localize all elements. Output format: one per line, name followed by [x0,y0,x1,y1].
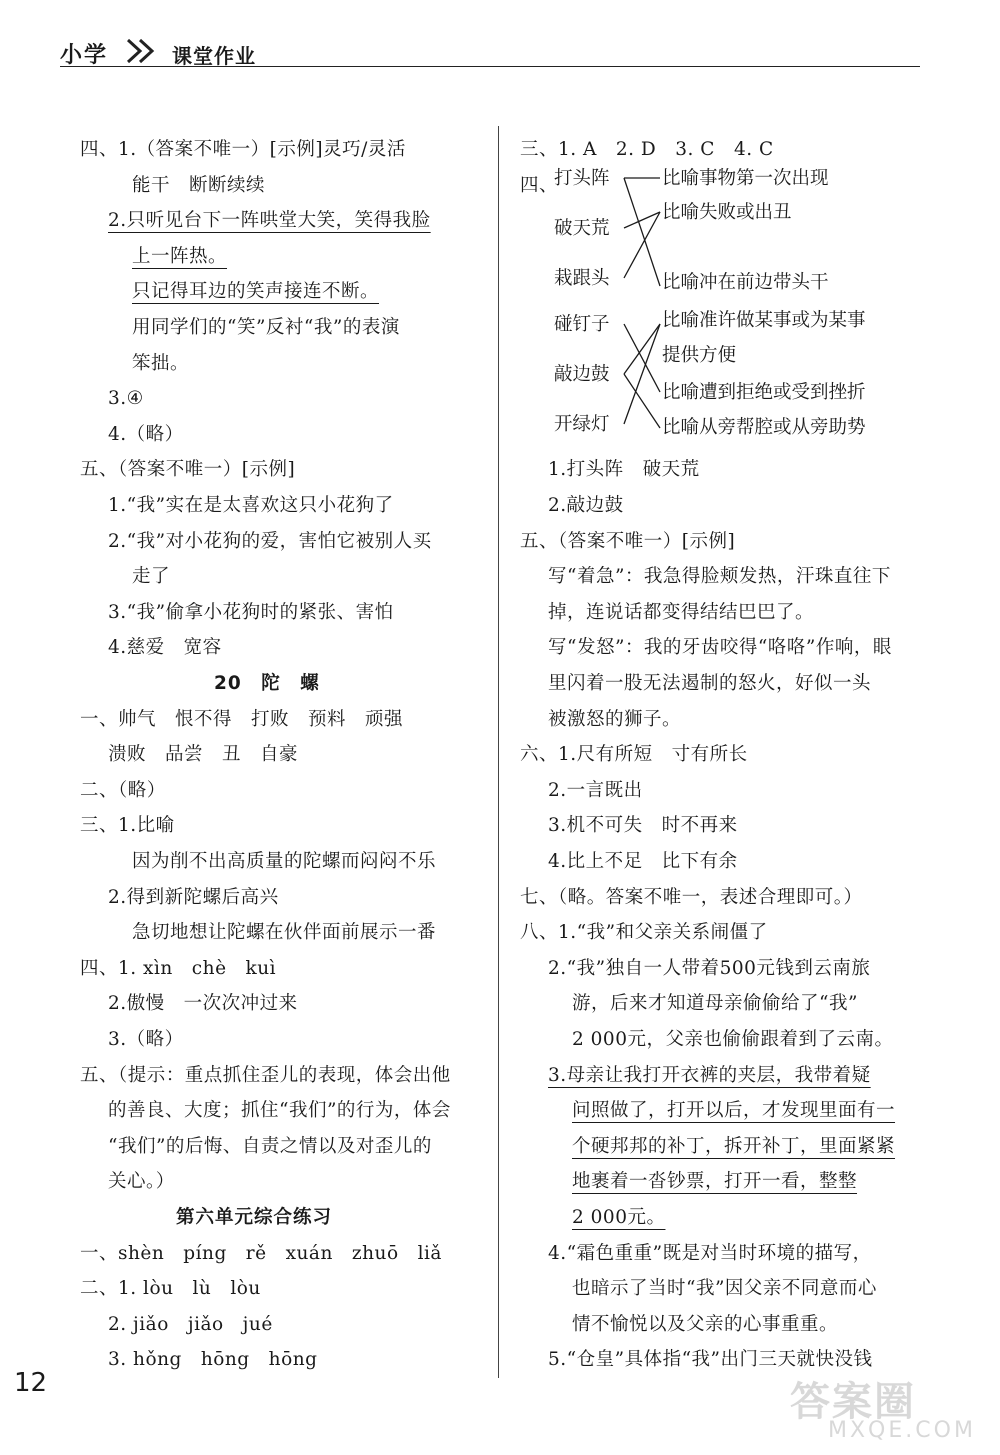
match-meaning: 比喻从旁帮腔或从旁助势 [662,417,866,438]
match-idiom: 敲边鼓 [554,364,610,385]
match-meaning: 比喻事物第一次出现 [662,168,829,189]
section-heading: 第六单元综合练习 [176,1207,333,1228]
watermark-url: MXQE.COM [828,1418,976,1443]
answer-line: 地裹着一沓钞票，打开一看，整整 [572,1171,858,1193]
answer-line: 二、（略） [80,779,166,801]
answer-line: 写“着急”：我急得脸颊发热，汗珠直往下 [548,566,891,588]
answer-line: 4.（略） [108,423,184,445]
answer-line: 3.④ [108,388,144,410]
answer-line: 情不愉悦以及父亲的心事重重。 [572,1313,839,1335]
answer-line: 四、1. xìn chè kuì [80,957,277,979]
answer-line: 2. jiǎo jiǎo jué [108,1313,273,1335]
match-idiom: 破天荒 [554,218,610,239]
page-header [60,36,920,70]
column-divider [498,126,499,1378]
answer-line: 被激怒的狮子。 [548,708,682,730]
answer-line: 七、（略。答案不唯一，表述合理即可。） [520,886,863,908]
answer-line: 能干 断断续续 [132,174,266,196]
match-idiom: 栽跟头 [554,268,610,289]
match-connector [624,324,660,374]
answer-line: 4.比上不足 比下有余 [548,851,738,872]
page-number: 12 [14,1368,48,1398]
match-connector [624,178,660,286]
answer-line: 问照做了，打开以后，才发现里面有一 [572,1100,896,1122]
match-connector [624,324,660,424]
match-meaning: 比喻冲在前边带头干 [662,272,829,293]
answer-line: 掉，连说话都变得结结巴巴了。 [548,601,815,623]
answer-line: 2.只听见台下一阵哄堂大笑，笑得我脸 [108,210,431,232]
match-connector [624,212,660,228]
answer-line: 二、1. lòu lù lòu [80,1278,261,1300]
match-idiom: 打头阵 [554,168,610,189]
answer-line: 3.（略） [108,1029,184,1050]
header-title: 课堂作业 [172,44,256,68]
answer-line: 四、1.（答案不唯一）[示例]灵巧/灵活 [80,139,406,160]
answer-line: 4.慈爱 宽容 [108,637,222,659]
answer-line: 溃败 品尝 丑 自豪 [108,744,299,766]
match-meaning: 比喻准许做某事或为某事 [662,310,866,331]
answer-line: 里闪着一股无法遏制的怒火，好似一头 [548,673,872,694]
answer-line: 2 000元。 [572,1207,666,1228]
answer-line: 的善良、大度；抓住“我们”的行为，体会 [108,1100,451,1122]
match-meaning: 比喻遭到拒绝或受到挫折 [662,382,866,403]
match-idiom: 碰钉子 [554,314,610,335]
answer-line: 因为削不出高质量的陀螺而闷闷不乐 [132,851,437,872]
answer-line: 一、shèn píng rě xuán zhuō liǎ [80,1242,442,1264]
answer-line: 写“发怒”：我的牙齿咬得“咯咯”作响，眼 [548,637,892,659]
answer-line: 五、（答案不唯一）[示例] [520,530,736,552]
answer-line: 个硬邦邦的补丁，拆开补丁，里面紧紧 [572,1135,896,1157]
answer-line: 五、（答案不唯一）[示例] [80,459,296,481]
answer-line: 笨拙。 [132,352,190,374]
match-meaning: 提供方便 [662,345,737,366]
answer-line: 三、1.比喻 [80,815,175,837]
answer-line: 1.打头阵 破天荒 [548,459,700,481]
answer-line: 2.傲慢 一次次冲过来 [108,993,298,1015]
answer-line: 也暗示了当时“我”因父亲不同意而心 [572,1278,877,1300]
answer-line: 2.得到新陀螺后高兴 [108,886,279,908]
answer-line: 六、1.尺有所短 寸有所长 [520,744,748,766]
answer-line: 急切地想让陀螺在伙伴面前展示一番 [132,922,437,944]
header-brand: 小学 [60,43,109,68]
answer-line: 2.“我”独自一人带着500元钱到云南旅 [548,957,871,979]
answer-line: 2 000元，父亲也偷偷跟着到了云南。 [572,1029,894,1050]
answer-line: 2.敲边鼓 [548,495,624,516]
answer-line: 3. hǒng hōng hōng [108,1349,318,1371]
answer-line: 1.“我”实在是太喜欢这只小花狗了 [108,495,394,516]
answer-line: 走了 [132,566,171,588]
header-rule [60,66,920,67]
answer-line: 2.“我”对小花狗的爱，害怕它被别人买 [108,530,432,552]
answer-line: 2.一言既出 [548,779,643,801]
answer-line: 三、1. A 2. D 3. C 4. C [520,139,774,160]
answer-line: 一、帅气 恨不得 打败 预料 顽强 [80,708,404,730]
section-heading: 20 陀 螺 [214,673,320,694]
match-meaning: 比喻失败或出丑 [662,202,792,223]
answer-line: 五、（提示：重点抓住歪儿的表现，体会出他 [80,1064,451,1086]
answer-line: 四、 [520,174,559,196]
answer-line: 5.“仓皇”具体指“我”出门三天就快没钱 [548,1349,873,1371]
answer-line: 用同学们的“笑”反衬“我”的表演 [132,317,400,338]
answer-line: 上一阵热。 [132,245,228,267]
answer-line: 4.“霜色重重”既是对当时环境的描写， [548,1242,872,1264]
answer-line: 只记得耳边的笑声接连不断。 [132,281,380,303]
answer-line: 游，后来才知道母亲偷偷给了“我” [572,993,858,1015]
answer-line: 3.机不可失 时不再来 [548,815,738,837]
double-chevron-icon [124,36,164,66]
watermark-logo: 答案圈 [790,1379,916,1425]
idiom-matching-diagram [520,166,920,466]
answer-line: 3.母亲让我打开衣裤的夹层，我带着疑 [548,1064,871,1086]
answer-line: 3.“我”偷拿小花狗时的紧张、害怕 [108,601,394,623]
answer-line: “我们”的后悔、自责之情以及对歪儿的 [108,1135,432,1157]
match-idiom: 开绿灯 [554,414,610,435]
answer-line: 关心。） [108,1171,175,1193]
answer-line: 八、1.“我”和父亲关系闹僵了 [520,922,768,944]
